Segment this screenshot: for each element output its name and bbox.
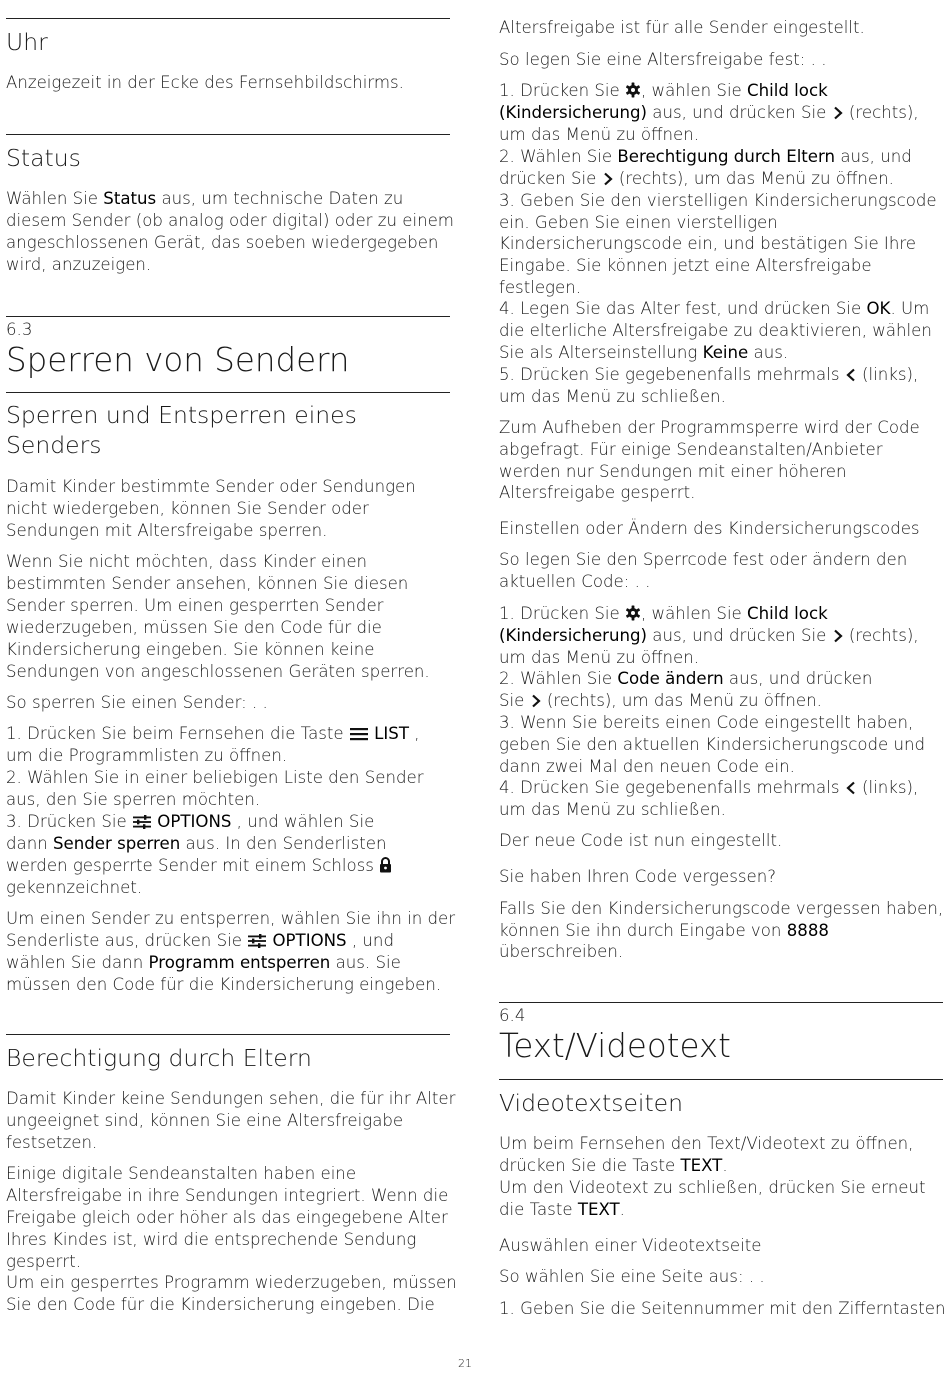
paragraph-line: Sie den Code für die Kindersicherung eingeben. Die bbox=[6, 1295, 435, 1314]
chapter-title: Sperren von Sendern bbox=[6, 341, 350, 379]
paragraph-line: festsetzen. bbox=[6, 1133, 98, 1152]
paragraph-line: Einige digitale Sendeanstalten haben eine bbox=[6, 1164, 357, 1183]
paragraph-line: Altersfreigabe in ihre Sendungen integriert. Wenn die bbox=[6, 1186, 449, 1205]
divider bbox=[6, 1034, 450, 1035]
paragraph-line: Sendungen mit Altersfreigabe sperren. bbox=[6, 521, 328, 540]
page-number: 21 bbox=[458, 1357, 472, 1370]
step-line: Kindersicherungscode ein, und bestätigen Sie Ihre bbox=[499, 234, 916, 253]
step-line: 2. Wählen Sie in einer beliebigen Liste den Sender bbox=[6, 768, 424, 787]
step-line: 3. Geben Sie den vierstelligen Kindersicherungscode bbox=[499, 191, 937, 210]
step-line: 2. Wählen Sie Berechtigung durch Eltern aus, und bbox=[499, 147, 912, 166]
paragraph-line: drücken Sie die Taste TEXT. bbox=[499, 1156, 728, 1175]
lock-icon bbox=[379, 857, 392, 879]
paragraph-line: Um ein gesperrtes Programm wiederzugeben, müssen bbox=[6, 1273, 457, 1292]
step-line: Eingabe. Sie können jetzt eine Altersfreigabe bbox=[499, 256, 872, 275]
paragraph-line: Freigabe gleich oder höher als das eingegebene Alter bbox=[6, 1208, 448, 1227]
step-line: 1. Drücken Sie beim Fernsehen die Taste LIST , bbox=[6, 723, 420, 747]
paragraph-line: müssen den Code für die Kindersicherung eingeben. bbox=[6, 975, 442, 994]
divider bbox=[6, 134, 450, 135]
divider bbox=[499, 1002, 943, 1003]
step-line: geben Sie den aktuellen Kindersicherungscode und bbox=[499, 735, 926, 754]
step-line: 2. Wählen Sie Code ändern aus, und drücken bbox=[499, 669, 873, 688]
section-title-lock-line2: Senders bbox=[6, 431, 102, 459]
chevron-right-icon bbox=[832, 104, 844, 126]
step-line: Sie (rechts), um das Menü zu öffnen. bbox=[499, 690, 822, 714]
step-line: (Kindersicherung) aus, und drücken Sie (rechts), bbox=[499, 102, 919, 126]
divider bbox=[6, 18, 450, 19]
step-line: 5. Drücken Sie gegebenenfalls mehrmals (links), bbox=[499, 364, 918, 388]
step-line: (Kindersicherung) aus, und drücken Sie (rechts), bbox=[499, 625, 919, 649]
paragraph-line: wird, anzuzeigen. bbox=[6, 255, 152, 274]
paragraph-line: können Sie ihn durch Eingabe von 8888 bbox=[499, 921, 829, 940]
step-line: um das Menü zu schließen. bbox=[499, 387, 726, 406]
paragraph-line: wiederzugeben, müssen Sie den Code für die bbox=[6, 618, 382, 637]
paragraph-line: Um beim Fernsehen den Text/Videotext zu öffnen, bbox=[499, 1134, 914, 1153]
section-title-status: Status bbox=[6, 144, 81, 172]
step-line: 4. Drücken Sie gegebenenfalls mehrmals (links), bbox=[499, 777, 918, 801]
gear-icon bbox=[625, 605, 641, 627]
step-line: 1. Drücken Sie , wählen Sie Child lock bbox=[499, 603, 828, 627]
section-title-uhr: Uhr bbox=[6, 28, 48, 56]
chapter-title: Text/Videotext bbox=[499, 1027, 731, 1065]
step-line: drücken Sie (rechts), um das Menü zu öffnen. bbox=[499, 168, 894, 192]
paragraph-line: diesem Sender (ob analog oder digital) oder zu einem bbox=[6, 211, 454, 230]
step-line: 3. Drücken Sie OPTIONS , und wählen Sie bbox=[6, 811, 374, 835]
step-line: werden gesperrte Sender mit einem Schloss bbox=[6, 855, 392, 879]
paragraph-line: Falls Sie den Kindersicherungscode vergessen haben, bbox=[499, 899, 944, 918]
paragraph-line: So wählen Sie eine Seite aus: . . bbox=[499, 1267, 765, 1286]
paragraph-line: überschreiben. bbox=[499, 942, 624, 961]
step-line: 1. Drücken Sie , wählen Sie Child lock bbox=[499, 80, 828, 104]
divider bbox=[6, 316, 450, 317]
paragraph-line: 1. Geben Sie die Seitennummer mit den Zifferntasten bbox=[499, 1299, 946, 1318]
paragraph-line: So sperren Sie einen Sender: . . bbox=[6, 693, 268, 712]
paragraph-line: So legen Sie den Sperrcode fest oder ändern den bbox=[499, 550, 908, 569]
paragraph-line: Um den Videotext zu schließen, drücken Sie erneut bbox=[499, 1178, 926, 1197]
paragraph-line: Sender sperren. Um einen gesperrten Sender bbox=[6, 596, 384, 615]
paragraph-line: Kindersicherung eingeben. Sie können keine bbox=[6, 640, 375, 659]
step-line: dann Sender sperren aus. In den Senderlisten bbox=[6, 834, 387, 853]
chevron-left-icon bbox=[845, 366, 857, 388]
paragraph-line: Ihres Kindes ist, wird die entsprechende Sendung bbox=[6, 1230, 417, 1249]
step-line: festlegen. bbox=[499, 278, 581, 297]
paragraph-line: werden nur Sendungen mit einer höheren bbox=[499, 462, 847, 481]
paragraph-line: Senderliste aus, drücken Sie OPTIONS , und bbox=[6, 930, 394, 954]
paragraph-line: nicht wiedergeben, können Sie Sender oder bbox=[6, 499, 369, 518]
paragraph-line: Wenn Sie nicht möchten, dass Kinder einen bbox=[6, 552, 368, 571]
paragraph-line: Altersfreigabe ist für alle Sender eingestellt. bbox=[499, 18, 865, 37]
paragraph-line: Zum Aufheben der Programmsperre wird der Code bbox=[499, 418, 920, 437]
chevron-right-icon bbox=[530, 692, 542, 714]
step-line: ein. Geben Sie einen vierstelligen bbox=[499, 213, 778, 232]
section-number: 6.4 bbox=[499, 1006, 526, 1025]
subheading: Auswählen einer Videotextseite bbox=[499, 1236, 762, 1255]
step-line: gekennzeichnet. bbox=[6, 878, 143, 897]
paragraph-line: angeschlossenen Gerät, das soeben wiedergegeben bbox=[6, 233, 439, 252]
step-line: 4. Legen Sie das Alter fest, und drücken Sie OK. Um bbox=[499, 299, 930, 318]
paragraph-line: bestimmten Sender ansehen, können Sie diesen bbox=[6, 574, 409, 593]
paragraph-line: abgefragt. Für einige Sendeanstalten/Anbieter bbox=[499, 440, 883, 459]
step-line: um die Programmlisten zu öffnen. bbox=[6, 746, 288, 765]
subheading: Sie haben Ihren Code vergessen? bbox=[499, 867, 777, 886]
step-line: dann zwei Mal den neuen Code ein. bbox=[499, 757, 795, 776]
options-icon bbox=[132, 813, 152, 835]
paragraph-line: aktuellen Code: . . bbox=[499, 572, 651, 591]
paragraph-line: Altersfreigabe gesperrt. bbox=[499, 483, 696, 502]
paragraph-line: Damit Kinder bestimmte Sender oder Sendungen bbox=[6, 477, 416, 496]
section-number: 6.3 bbox=[6, 320, 33, 339]
paragraph-line: gesperrt. bbox=[6, 1252, 81, 1271]
paragraph-line: ungeeignet sind, können Sie eine Altersfreigabe bbox=[6, 1111, 404, 1130]
section-title-lock: Sperren und Entsperren eines bbox=[6, 401, 357, 429]
paragraph-line: die Taste TEXT. bbox=[499, 1200, 625, 1219]
step-line: um das Menü zu öffnen. bbox=[499, 648, 700, 667]
paragraph: Wählen Sie Status aus, um technische Daten zu bbox=[6, 189, 404, 208]
section-title-parental: Berechtigung durch Eltern bbox=[6, 1044, 312, 1072]
paragraph-line: Sendungen von angeschlossenen Geräten sperren. bbox=[6, 662, 430, 681]
step-line: um das Menü zu schließen. bbox=[499, 800, 726, 819]
step-line: aus, den Sie sperren möchten. bbox=[6, 790, 261, 809]
paragraph-line: Der neue Code ist nun eingestellt. bbox=[499, 831, 783, 850]
divider bbox=[6, 392, 450, 393]
step-line: Sie als Alterseinstellung Keine aus. bbox=[499, 343, 789, 362]
divider bbox=[499, 1079, 943, 1080]
list-icon bbox=[349, 725, 369, 747]
subheading: Einstellen oder Ändern des Kindersicherungscodes bbox=[499, 519, 920, 538]
paragraph-line: Damit Kinder keine Sendungen sehen, die für ihr Alter bbox=[6, 1089, 456, 1108]
paragraph: Anzeigezeit in der Ecke des Fernsehbildschirms. bbox=[6, 73, 404, 92]
chevron-right-icon bbox=[832, 627, 844, 649]
paragraph-line: So legen Sie eine Altersfreigabe fest: . . bbox=[499, 50, 827, 69]
section-title-videotext: Videotextseiten bbox=[499, 1089, 684, 1117]
chevron-right-icon bbox=[602, 170, 614, 192]
step-line: 3. Wenn Sie bereits einen Code eingestellt haben, bbox=[499, 713, 914, 732]
step-line: die elterliche Altersfreigabe zu deaktivieren, wählen bbox=[499, 321, 932, 340]
paragraph-line: Um einen Sender zu entsperren, wählen Sie ihn in der bbox=[6, 909, 456, 928]
chevron-left-icon bbox=[845, 779, 857, 801]
options-icon bbox=[247, 932, 267, 954]
gear-icon bbox=[625, 82, 641, 104]
paragraph-line: wählen Sie dann Programm entsperren aus. Sie bbox=[6, 953, 401, 972]
step-line: um das Menü zu öffnen. bbox=[499, 125, 700, 144]
